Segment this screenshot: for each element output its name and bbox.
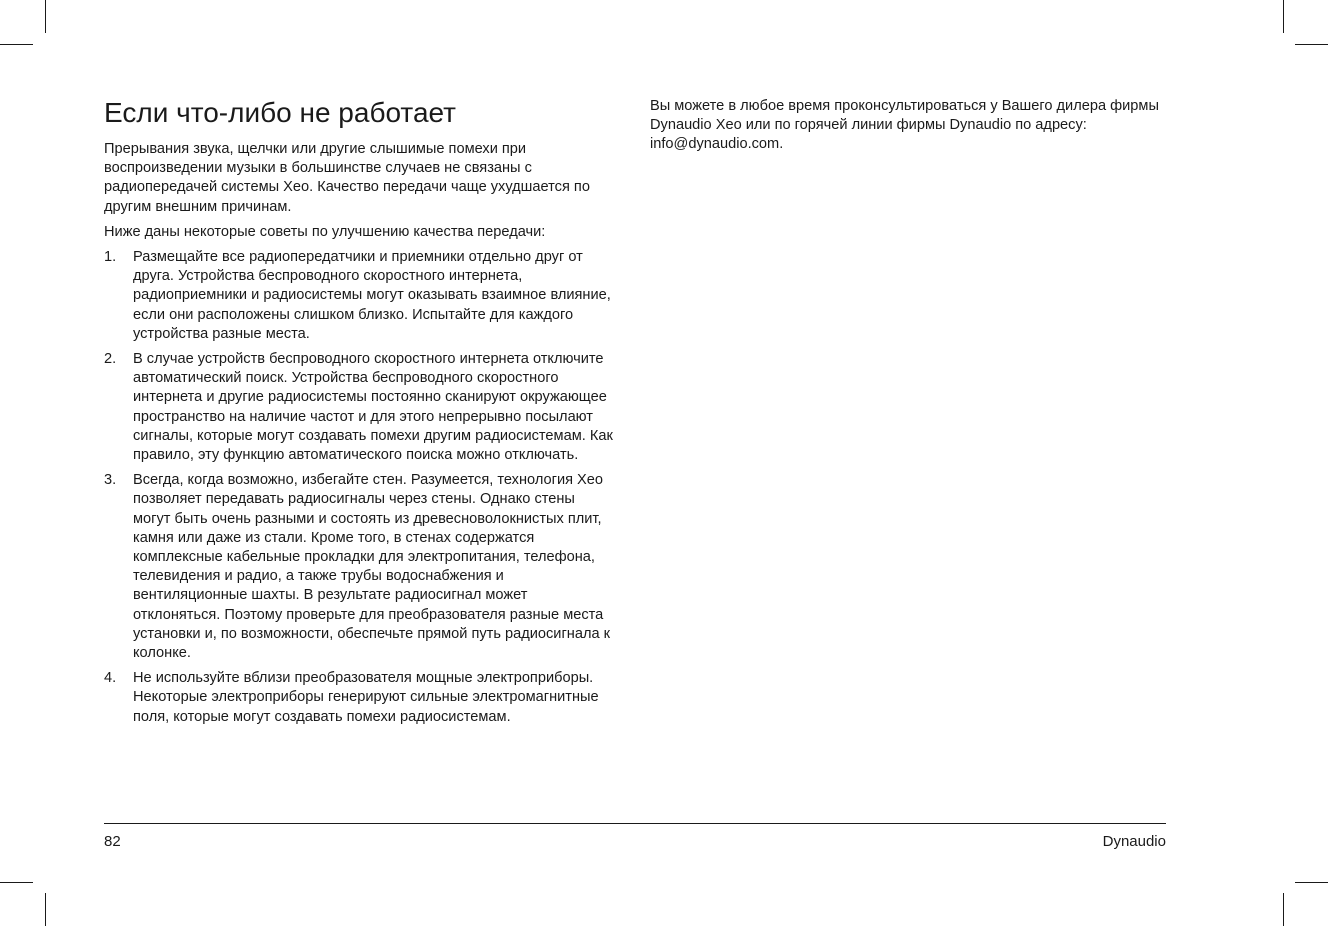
- tip-number: 1.: [104, 249, 117, 266]
- intro-paragraph: Прерывания звука, щелчки или другие слышимые помехи при воспроизведении музыки в большинстве случаев не связаны с радиопередачей системы Xeo. Качество передачи чаще ухудшается по другим внешним причинам.: [104, 141, 590, 215]
- tip-number: 3.: [104, 472, 117, 489]
- tip-item: [104, 248, 614, 344]
- page-number: 82: [104, 833, 121, 850]
- tip-item: [104, 669, 614, 727]
- tip-text: Всегда, когда возможно, избегайте стен. Разумеется, технология Xeo позволяет передавать радиосигналы через стены. Однако стены могут быть очень разными и состоять из древесноволокнистых плит, камня или даже из стали. Кроме того, в стенах содержатся комплексные кабельные прокладки для электропитания, телефона, телевидения и радио, а также трубы водоснабжения и вентиляционные шахты. В результате радиосигнал может отклоняться. Поэтому проверьте для преобразователя разные места установки и, по возможности, обеспечьте прямой путь радиосигнала к колонке.: [133, 472, 611, 662]
- tip-number: 4.: [104, 670, 117, 687]
- tip-item: [104, 350, 614, 465]
- right-column: [650, 97, 1170, 161]
- footer-rule: [104, 823, 1166, 824]
- left-column: [104, 95, 614, 733]
- crop-mark-top-left-horizontal: [0, 44, 33, 45]
- crop-mark-bottom-right-horizontal: [1295, 882, 1328, 883]
- contact-paragraph: Вы можете в любое время проконсультироваться у Вашего дилера фирмы Dynaudio Xeo или по горячей линии фирмы Dynaudio по адресу: info@dynaudio.com.: [650, 98, 1159, 153]
- tip-text: Размещайте все радиопередатчики и приемники отдельно друг от друга. Устройства беспроводного скоростного интернета, радиоприемники и радиосистемы могут оказывать взаимное влияние, если они расположены слишком близко. Испытайте для каждого устройства разные места.: [133, 249, 611, 342]
- tips-intro-paragraph: Ниже даны некоторые советы по улучшению качества передачи:: [104, 223, 546, 240]
- section-heading: Если что-либо не работает: [104, 97, 456, 128]
- crop-mark-bottom-right-vertical: [1283, 893, 1284, 926]
- crop-mark-bottom-left-horizontal: [0, 882, 33, 883]
- tip-text: В случае устройств беспроводного скоростного интернета отключите автоматический поиск. Устройства беспроводного скоростного интернета и другие радиосистемы постоянно сканируют окружающее пространство на наличие частот и для этого непрерывно посылают сигналы, которые могут создавать помехи другим радиосистемам. Как правило, эту функцию автоматического поиска можно отключать.: [133, 351, 613, 464]
- tip-text: Не используйте вблизи преобразователя мощные электроприборы. Некоторые электроприборы генерируют сильные электромагнитные поля, которые могут создавать помехи радиосистемам.: [133, 670, 599, 725]
- tip-number: 2.: [104, 351, 117, 368]
- crop-mark-bottom-left-vertical: [45, 893, 46, 926]
- crop-mark-top-right-horizontal: [1295, 44, 1328, 45]
- crop-mark-top-left-vertical: [45, 0, 46, 33]
- crop-mark-top-right-vertical: [1283, 0, 1284, 33]
- footer-brand: Dynaudio: [1102, 833, 1166, 850]
- tip-item: [104, 471, 614, 663]
- tips-list: [104, 248, 614, 727]
